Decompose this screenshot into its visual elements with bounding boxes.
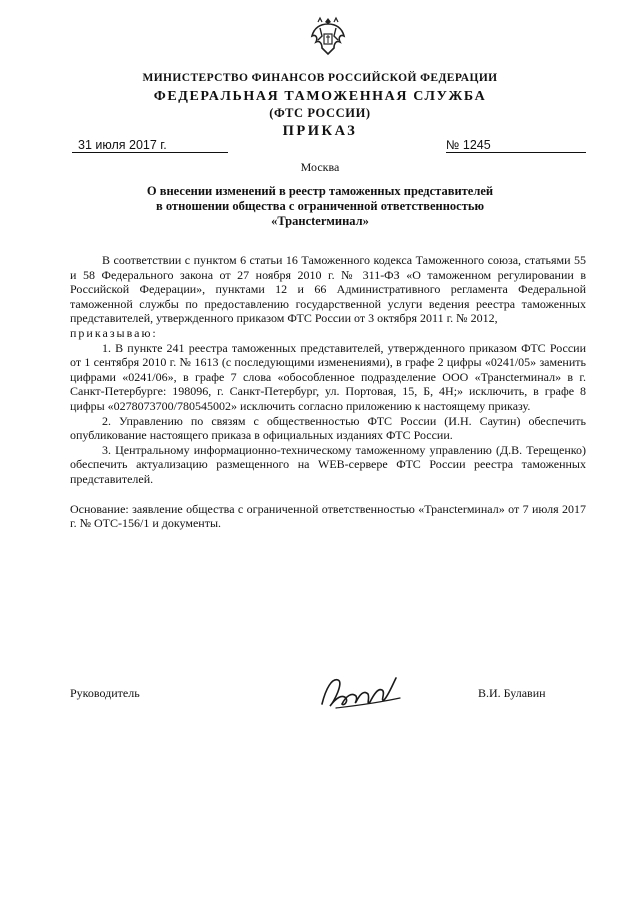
item-3-paragraph: 3. Центральному информационно-техническому таможенному управлению (Д.В. Терещенко) обеспечить актуализацию размещенного на WEB-сервере ФТС России реестра таможенных представителей. (70, 442, 586, 486)
handwritten-signature-icon (316, 668, 406, 716)
item-2-paragraph: 2. Управлению по связям с общественностью ФТС России (И.Н. Саутин) обеспечить опубликование настоящего приказа в официальных изданиях ФТС России. (70, 413, 586, 443)
ministry-heading: МИНИСТЕРСТВО ФИНАНСОВ РОССИЙСКОЙ ФЕДЕРАЦИИ (142, 72, 498, 84)
signatory-name: В.И. Булавин (478, 686, 546, 700)
title-line: «Трансterминал» (271, 214, 369, 228)
signatory-role: Руководитель (70, 686, 140, 700)
title-line: О внесении изменений в реестр таможенных представителей (146, 184, 494, 198)
preamble-paragraph: В соответствии с пунктом 6 статьи 16 Таможенного кодекса Таможенного союза, статьями 55 и 58 Федерального закона от 27 ноября 2010 г. № 311-ФЗ «О таможенном регулировании в Российской Федерации», пунктами 12 и 66 Административного регламента Федеральной таможенной службы по предоставлению государственной услуги ведения реестра таможенных представителей, утвержденного приказом ФТС России от 3 октября 2011 г. № 2012, (70, 253, 586, 326)
order-title (0, 184, 640, 229)
order-body (70, 253, 586, 531)
order-word: приказываю: (70, 325, 158, 340)
coat-of-arms-emblem-icon (308, 14, 348, 58)
title-line: в отношении общества с ограниченной ответственностью (155, 199, 485, 213)
order-date: 31 июля 2017 г. (72, 138, 228, 153)
basis-paragraph: Основание: заявление общества с ограниченной ответственностью «Трансterминал» от 7 июля 2017 г. № ОТС-156/1 и документы. (70, 501, 586, 531)
service-short-heading: (ФТС РОССИИ) (269, 106, 371, 120)
service-heading: ФЕДЕРАЛЬНАЯ ТАМОЖЕННАЯ СЛУЖБА (153, 89, 487, 104)
item-1-paragraph: 1. В пункте 241 реестра таможенных представителей, утвержденного приказом ФТС России от 1 сентября 2010 г. № 1613 (с последующими изменениями), в графе 2 цифры «0241/05» заменить цифрами «0241/06», в графе 7 слова «обособленное подразделение ООО «Трансterминал» в г. Санкт-Петербурге: 198096, г. Санкт-Петербург, ул. Портовая, 15, Б, 4Н;» исключить, в графе 8 цифры «0278073700/780545002» исключить согласно приложению к настоящему приказу. (70, 340, 586, 413)
order-number: № 1245 (446, 138, 586, 153)
city: Москва (300, 160, 340, 174)
document-type: ПРИКАЗ (282, 123, 358, 139)
